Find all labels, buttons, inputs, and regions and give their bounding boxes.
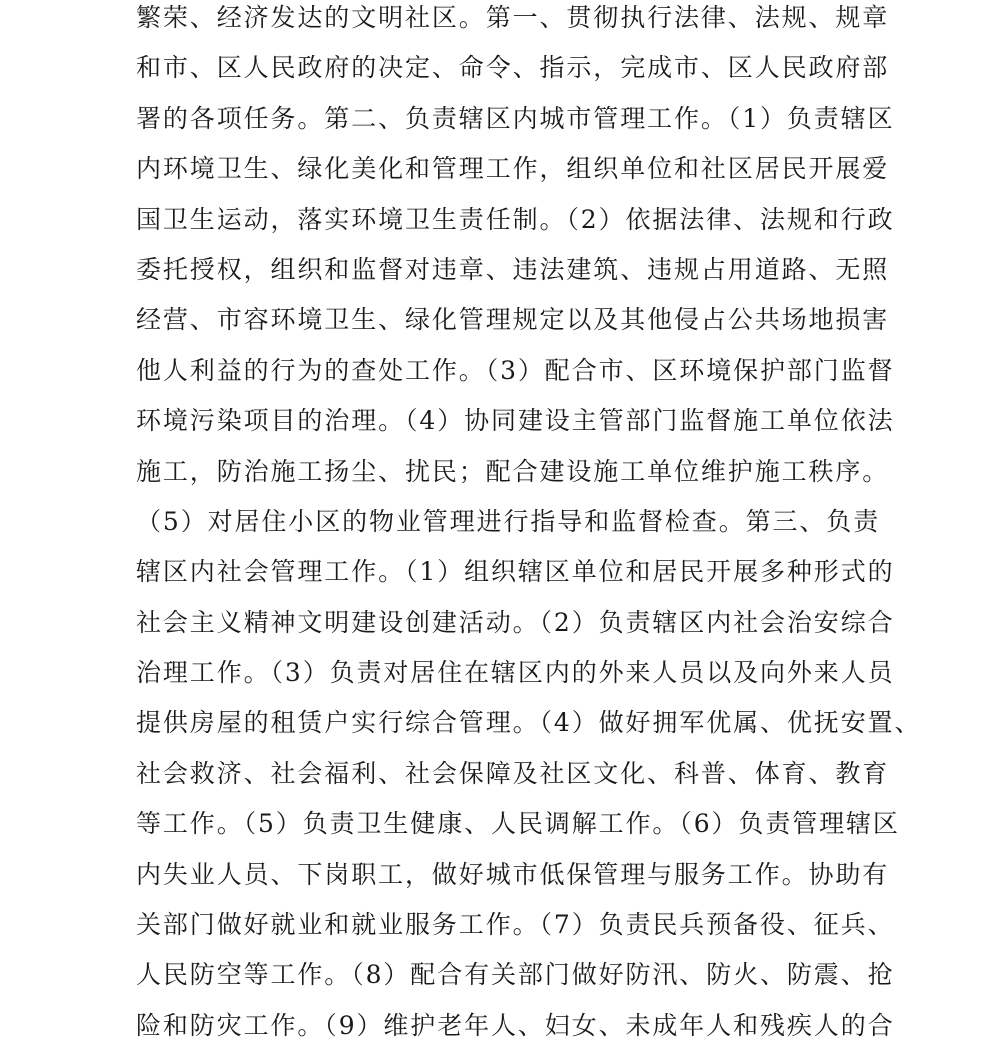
text-line: 辖区内社会管理工作。（1）组织辖区单位和居民开展多种形式的 bbox=[136, 557, 895, 587]
text-line: 等工作。（5）负责卫生健康、人民调解工作。（6）负责管理辖区 bbox=[136, 809, 900, 839]
text-line: 险和防灾工作。（9）维护老年人、妇女、未成年人和残疾人的合 bbox=[136, 1010, 895, 1040]
text-line: （5）对居住小区的物业管理进行指导和监督检查。第三、负责 bbox=[136, 506, 881, 536]
text-line: 内失业人员、下岗职工，做好城市低保管理与服务工作。协助有 bbox=[136, 859, 890, 889]
text-line: 繁荣、经济发达的文明社区。第一、贯彻执行法律、法规、规章 bbox=[136, 3, 890, 32]
text-line: 和市、区人民政府的决定、命令、指示，完成市、区人民政府部 bbox=[136, 53, 890, 83]
text-line: 治理工作。（3）负责对居住在辖区内的外来人员以及向外来人员 bbox=[136, 658, 895, 688]
text-line: 施工，防治施工扬尘、扰民；配合建设施工单位维护施工秩序。 bbox=[136, 456, 890, 486]
text-line: 提供房屋的租赁户实行综合管理。（4）做好拥军优属、优抚安置、 bbox=[136, 708, 922, 738]
text-line: 社会主义精神文明建设创建活动。（2）负责辖区内社会治安综合 bbox=[136, 607, 895, 637]
text-line: 经营、市容环境卫生、绿化管理规定以及其他侵占公共场地损害 bbox=[136, 305, 890, 335]
body-text bbox=[136, 0, 922, 1051]
text-line: 关部门做好就业和就业服务工作。（7）负责民兵预备役、征兵、 bbox=[136, 910, 895, 940]
text-line: 署的各项任务。第二、负责辖区内城市管理工作。（1）负责辖区 bbox=[136, 103, 895, 133]
text-line: 环境污染项目的治理。（4）协同建设主管部门监督施工单位依法 bbox=[136, 406, 895, 436]
text-line: 他人利益的行为的查处工作。（3）配合市、区环境保护部门监督 bbox=[136, 355, 895, 385]
text-line: 社会救济、社会福利、社会保障及社区文化、科普、体育、教育 bbox=[136, 758, 890, 788]
text-line: 委托授权，组织和监督对违章、违法建筑、违规占用道路、无照 bbox=[136, 254, 890, 284]
text-line: 国卫生运动，落实环境卫生责任制。（2）依据法律、法规和行政 bbox=[136, 204, 895, 234]
text-line: 内环境卫生、绿化美化和管理工作，组织单位和社区居民开展爱 bbox=[136, 154, 890, 184]
text-line: 人民防空等工作。（8）配合有关部门做好防汛、防火、防震、抢 bbox=[136, 960, 895, 990]
